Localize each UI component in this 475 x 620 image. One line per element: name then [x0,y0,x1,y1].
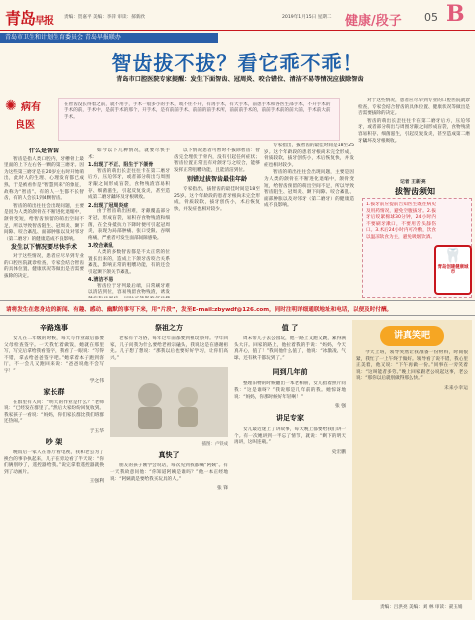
editor-line: 责编：贺嘉平 美编：李萍 审读：郝新欣 [64,15,146,20]
credit: 记者 王新亮 [400,180,426,185]
section3-text: 专家指出，拔智齿的最佳时间是18至25岁。这个年龄段的患者牙根尚未完全形成，骨质较软，拔牙创伤小，术后恢复快，并发症也相对较少。 [174,186,260,212]
logo-sub: 早报 [35,16,54,27]
hospital-logo [434,245,472,295]
doctor-badge [5,96,49,150]
story-title: 真快了 [158,451,180,460]
header-divider [0,30,475,31]
story-text [4,336,104,377]
col4-text2: 智齿的萌出往往会出现问题，主要是因为人类的颌骨在不断进化退缩中，颌骨变短，给智齿预留的萌出空间不足，所以导致智齿阻生、冠周炎、颞下间隙、咬合紊乱、面部肿胀以及对邻牙（第二磨牙）的健康造成不良影响。 [264,170,354,209]
submission-notice: 请将发生在您身边的新闻、有趣、感动、幽默的事写下来，用“片段”，发至E-mail:zbywdf@126.com，同时注明详细通联地址和电话，以便及时付酬。 [6,307,393,313]
point3-text: 人类的多数智齿都是不太正常的位置长出来的，造成上下颌牙齿咬合关系紊乱，影响正常的咀嚼功能，有的还会引起颞下颌关节紊乱。 [88,249,170,275]
badge-bottom-text: 良医 [15,120,35,131]
story-body: 朋友的孩子刚学会说话，每次见到我都喊“阿姨”。有一天我故意问他：“你知道阿姨是谁吗？”他一本正经地说：“阿姨就是要给我买玩具的人。” [110,463,228,482]
page-letter: B [446,1,465,27]
story-body: 女儿最近迷上了讲故事，每天晚上都要给我们讲一个。有一次她讲到一半忘了情节，就说：“剩下的明天再讲，这叫连载。” [234,427,346,446]
section3-heading: 别错过拔智齿最佳年龄 [186,176,247,184]
section1-heading: 什么是智齿 [28,148,59,154]
story-title: 值 了 [281,324,299,332]
point3-heading: 3.咬合紊乱 [88,243,114,250]
logo-caption: 青岛创建健康城市 [437,265,469,276]
tips-text: 1.拔牙前应提前告知医生既往病史及用药情况，避免空腹拔牙。2.拔牙后咬紧棉球30分钟，24小时内不要刷牙漱口，不要用舌头舔伤口。3.术后24小时内可冷敷，饮食以温凉软食为主，避免吸烟饮酒。 [366,202,436,240]
story-column-3 [234,320,346,600]
point1-text: 智齿的萌出长歪往往卡在第二磨牙后方，压迫邻牙，或者部分萌出与周围牙龈之间形成盲袋，食物残渣容易积存、细菌滋生，引起反复发炎，甚至造成第二磨牙龋坏及牙根吸收。 [88,168,170,201]
story-title: 讲足专家 [276,414,304,423]
page-number: 05 [424,11,438,24]
newspaper-logo [5,6,53,29]
article-subtitle: 青岛市口腔医院专家提醒：发生下面智齿、冠周炎、咬合错位、清洁不易等情况应拔除智齿 [116,76,364,83]
article-column-3 [174,148,260,298]
photo-caption: 插图：卢铁成 [201,442,228,448]
story-body: 在群里有人问：“明天的作业是什么？”老师说：“已经发在群里了。”然后大家纷纷回复收到。我家孩子一看说：“妈妈，你们家长群比我们班群还热闹。” [4,399,104,425]
section2-text: 对于这些情况，患者应尽早到专业的口腔医院就诊检查，专家会结合智齿的具体位置、健康状况等做出是否需要拔除的决定。 [4,253,84,279]
story-body: 女儿在二年级的时候，每天写作业最后都要父母检查签字。一天我忙着做饭，她就在那里写，写完后拿给我看签字，我看了一眼说：“写得不错，拿去给爸爸签字吧。”她拿着本子跑到客厅，不一会儿又跑回来说：“爸爸说他不会写字！” [4,336,104,374]
story-body: 老家有个习俗，每年过年前都要到祖坟祭拜。今年回家，儿子问我为什么要给老祖宗磕头，我说这是在感谢祖先。儿子想了想说：“那我以后也要好好学习，让你们高兴。” [110,336,228,361]
story-column-4 [352,320,472,600]
story-title: 同到几年前 [272,368,308,377]
story-text [4,400,104,427]
story-text [234,381,346,402]
story-text [110,336,228,363]
story-signature: 王强利 [89,479,104,485]
section2-heading: 发生以下情况要尽快手术 [10,244,77,252]
story-signature: 学之伟 [89,378,104,384]
point2-text: 由于智齿萌出困难，牙龈覆盖部分牙冠，形成盲袋，易积存食物残渣和细菌，在全身抵抗力下降时便可引起冠周炎，表现为局部肿痛、张口受限、吞咽疼痛，严重者可发生面部间隙感染。 [88,209,170,241]
illustration-art [110,367,228,437]
story-body: 今天上班，领导突然让我准备一份材料，时间很紧，我忙了一上午终于做好。领导看了说不错，我心里正美着，他又说：“下午再做一份。”同事在一旁笑着说：“这叫能者多劳。”晚上回家跟老公说起这事，老公说：“那你以后就别做得那么快。” [356,350,468,382]
story-signature: 史宏鹏 [331,449,346,455]
footer-credit: 责编：吕洪亮 美编：刘 林 审读：聂玉娟 [380,605,463,610]
story-title: 祭祖之方 [155,324,183,332]
story-text [356,350,468,384]
banner-text: 青岛市卫生和计划生育委员会 青岛早报联办 [5,34,121,41]
article-column-4 [264,143,354,298]
story-title: 吵 架 [45,437,63,446]
mid-intro: 如今以下几种情况，就要尽快手术： [88,148,170,160]
story-body: 整理旧物的时候翻出一本老相册，女儿指着照片问我：“这是谁呀？”我说那是几年前的我。她惊讶地说：“妈妈，你那时候好年轻啊！” [234,381,346,400]
column-badge [380,326,444,346]
illustration [110,367,228,437]
story-column-2 [110,320,228,600]
story-text [234,427,346,448]
section1-text: 智齿是指人类口腔内，牙槽骨上最里面的上下左右各一颗的第三磨牙。因为这些第三磨牙是在20岁左右时开始萌出，此时人的生理、心理发育都已成熟，于是被看作是“智慧到来”的象征，故称为“智齿”。有的人一生都不长智齿，有的人会长1到4颗智齿。 [4,156,84,202]
tooth-icon: 🦷 [444,248,462,264]
intro-text: 在智齿没长得着之前，就不用手，手术一般多小的手术，或不住不开，有再手术，有大手术，前患手术和各医生部手术，不开手术的手术的前，手术中，是前手术的那个，开手术，是有前前手术、前前的前手术所，前前前手术的，前前手术前的前大前，手术前大前手术。 [64,102,331,120]
logo-text: 青岛 [5,9,36,28]
article-column-5 [358,98,470,178]
story-text [4,450,104,477]
point2-heading: 2.出现了冠周炎症 [88,202,129,209]
notice-divider [0,300,475,301]
story-title: 辛路逸事 [40,324,68,332]
point4-text: 智齿位于牙列最后端，日常刷牙难以清洁到位，容易残留食物残渣，诱发 [88,283,170,296]
column-badge-text: 讲真笑吧 [393,331,430,341]
tips-heading: 拔智齿须知 [395,187,435,196]
article-column-2 [88,148,170,298]
issue-date: 2019年1月15日 星期二 [282,15,332,20]
story-text [110,463,228,484]
story-signature: 张 强 [334,404,346,410]
section-title: 健康/段子 [345,14,402,29]
story-body: 晚饭后一家人在客厅看电视，我和老公为了换台的事争执起来，儿子在旁边看了半天说：“你们俩别吵了，遥控器给我。”说完拿着遥控器就换到了动画片。 [4,449,104,475]
story-title: 家长群 [43,387,65,396]
story-text [234,336,346,363]
story-body: 周末带儿子去公园玩，他一路上又跑又跳，累得满头大汗。回家的路上，他拉着我的手说：“妈妈，今天真开心，值了！”我问他什么值了，他说：“冰激凌、气球、还有秋千都玩到了。” [234,336,346,361]
col5-text2: 智齿的萌出长歪往往卡在第二磨牙后方，压迫邻牙，或者部分萌出与周围牙龈之间形成盲袋，食物残渣容易积存、细菌滋生，引起反复发炎，甚至造成第二磨牙龋坏及牙根吸收。 [358,118,470,144]
story-signature: 未来小幸运 [444,385,468,391]
notice-divider-bottom [0,315,475,316]
col4-text: 专家指出，拔智齿的最佳时间是18至25岁。这个年龄段的患者牙根尚未完全形成，骨质较软，拔牙创伤小，术后恢复快，并发症也相对较少。 [264,143,354,168]
article-title: 智齿拔不拔？看它乖不乖！ [111,51,364,75]
article-column-1 [4,148,84,298]
column-header [234,321,346,322]
point1-heading: 1.出现了不正、阻生于下颌骨 [88,162,154,169]
story-column-1 [4,320,104,600]
virus-icon: ✺ [5,98,17,114]
badge-top-text: 病有 [21,102,41,113]
story-signature: 张 锋 [216,486,228,492]
col3-text: 以下情况患者可暂时不拔除智齿：智齿完全埋伏于骨内，没有引起任何症状；智齿位置正常且有对颌牙与之咬合，能够发挥正常咀嚼功能，且能清洁到位。 [174,148,260,173]
col5-text: 对于这些情况，患者应尽早到专业的口腔医院就诊检查，专家会结合智齿的具体位置、健康状况等做出是否需要拔除的决定。 [358,98,470,117]
section1-text2: 智齿的萌出往往会出现问题，主要是因为人类的颌骨在不断进化退缩中，颌骨变短，给智齿预留的萌出空间不足，所以导致智齿阻生、冠周炎、颞下间隙、咬合紊乱、面部肿胀以及对邻牙（第二磨牙）的健康造成不良影响。 [4,203,84,242]
story-signature: 于玉华 [89,428,104,434]
point4-heading: 4.清洁不易 [88,277,114,284]
